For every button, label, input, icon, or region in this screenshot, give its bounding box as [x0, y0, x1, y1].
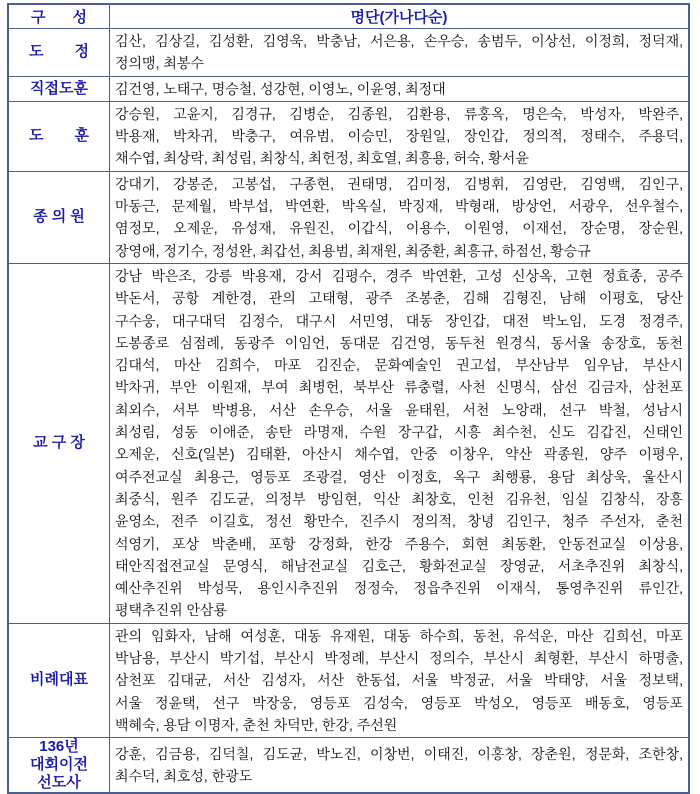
name-list-line: 구수웅, 대구대덕 김정수, 대구시 서민영, 대동 장인갑, 대전 박노임, 도경 정경주, [115, 312, 683, 329]
name-list-line: 강대기, 강봉준, 고봉섭, 구종현, 권태명, 김미정, 김병휘, 김영란, 김영백, 김인구, [115, 175, 683, 192]
category-label-line: 대회이전 [30, 756, 88, 774]
table-row [8, 29, 689, 77]
name-list [110, 171, 690, 263]
name-list-line: 박남용, 부산시 박기섭, 부산시 박정례, 부산시 정의수, 부산시 최형환, 부산시 하명출, [115, 650, 683, 667]
category-label-line: 136년 [39, 738, 79, 756]
name-list [110, 738, 690, 794]
category-label-char: 정 [74, 43, 89, 61]
name-list-line: 서울 정윤택, 선구 박장웅, 영등포 김성숙, 영등포 박성오, 영등포 배동호, 영등포 [115, 694, 683, 711]
name-list [110, 101, 690, 171]
name-list-line: 염정모, 오제운, 유성재, 유원진, 이갑식, 이용수, 이원영, 이재선, 장순명, 장순원, [115, 220, 683, 237]
name-list-line: 김건영, 노태구, 명승철, 성강현, 이영노, 이윤영, 최정대 [115, 80, 446, 97]
name-list-line: 강남 박은조, 강릉 박용재, 강서 김평수, 경주 박연환, 고성 신상옥, 고현 정효종, 공주 [115, 267, 683, 284]
name-list-line: 김산, 김상길, 김성환, 김영욱, 박충남, 서은용, 손우승, 송범두, 이상선, 이정희, 정덕재, [115, 33, 683, 49]
table-row [8, 171, 689, 263]
header-composition-char: 성 [72, 9, 87, 26]
name-list-line: 윤영소, 전주 이길호, 정선 황만수, 진주시 정의적, 창녕 김인구, 청주 주선자, 춘천 [115, 513, 683, 530]
name-list-line: 여주전교실 최용근, 영등포 조광걸, 영산 이정호, 옥구 최행룡, 용담 최상욱, 울산시 [115, 468, 683, 485]
name-list-line: 평택추진위 안삼룡 [115, 602, 228, 619]
category-label-char: 도 [29, 43, 44, 61]
category-label [8, 738, 110, 794]
name-list-line: 채수엽, 최상락, 최성림, 최창식, 최헌정, 최호열, 최흥용, 허숙, 황서윤 [115, 150, 529, 167]
name-list-line: 예산추진위 박성묵, 용인시추진위 정정숙, 정읍추진위 이재식, 통영추진위 류인간, [115, 580, 683, 597]
name-list-line: 박돈서, 공항 계한경, 관의 고태형, 광주 조봉춘, 김해 김형진, 남해 이평호, 당산 [115, 290, 683, 307]
name-list-line: 도봉종로 심점례, 동광주 이임언, 동대문 김건영, 동두천 원경식, 동서울 송장호, 동천 [115, 334, 683, 351]
name-list [110, 76, 690, 101]
category-label: 교 구 장 [8, 263, 110, 623]
table-row [8, 101, 689, 171]
name-list-line: 장영애, 정기수, 정성완, 최갑선, 최용범, 최재원, 최중환, 최흥규, 하점선, 황승규 [115, 242, 591, 259]
name-list-line: 삼천포 김대균, 서산 김성자, 서산 한동섭, 서울 박정균, 서울 박태양, 서울 정보택, [115, 672, 683, 689]
category-label: 직접도훈 [8, 76, 110, 101]
name-list-line: 박차귀, 부안 이원재, 부여 최병헌, 북부산 류충렬, 사천 신명식, 삼선 김금자, 삼천포 [115, 379, 683, 396]
category-label [8, 101, 110, 171]
name-list-line: 박용재, 박차귀, 박충구, 여유범, 이승민, 장원일, 장인갑, 정의적, 정태수, 주용덕, [115, 128, 683, 145]
name-list-line: 최수덕, 최호성, 한광도 [115, 768, 253, 785]
name-list-line: 김대석, 마산 김희수, 마포 김진순, 문화예술인 권고섭, 부산남부 임우남, 부산시 [115, 357, 683, 374]
name-list-line: 강훈, 김금용, 김덕칠, 김도균, 박노진, 이창번, 이태진, 이홍창, 장춘원, 정문화, 조한창, [115, 745, 683, 762]
category-label-line: 선도사 [37, 774, 81, 792]
table-row [8, 738, 689, 794]
name-list-line: 정의맹, 최봉수 [115, 55, 204, 72]
category-label: 비례대표 [8, 623, 110, 737]
name-list [110, 29, 690, 77]
name-list-line: 관의 임화자, 남해 여성훈, 대동 유재원, 대동 하수희, 동천, 유석운, 마산 김희선, 마포 [115, 627, 683, 644]
category-label-char: 훈 [74, 127, 89, 145]
category-label: 종 의 원 [8, 171, 110, 263]
table-row [8, 76, 689, 101]
name-list-line: 강승원, 고윤지, 김경규, 김병순, 김종원, 김환용, 류홍옥, 명은숙, 박성자, 박완주, [115, 105, 683, 122]
table-row [8, 263, 689, 623]
table-row [8, 623, 689, 737]
roster-table [7, 3, 690, 794]
name-list-line: 석영기, 포상 박춘배, 포항 강정화, 한강 주용수, 회현 최동환, 안동전교실 이상용, [115, 535, 683, 552]
name-list [110, 623, 690, 737]
name-list-line: 최중식, 원주 김도균, 의정부 방임현, 익산 최창호, 인천 김유천, 임실 김창식, 장흥 [115, 490, 683, 507]
name-list-line: 오제운, 신호(일본) 김태환, 아산시 채수엽, 안중 이창우, 약산 곽종원, 양주 이평우, [115, 446, 683, 463]
header-row [8, 4, 689, 29]
name-list [110, 263, 690, 623]
header-roster: 명단(가나다순) [110, 4, 690, 29]
name-list-line: 최외수, 서부 박병용, 서산 손우승, 서울 윤태원, 서천 노앙래, 선구 박철, 성남시 [115, 401, 683, 418]
name-list-line: 태안직접전교실 문영식, 해남전교실 김호근, 황화전교실 장영균, 서초추진위 최창식, [115, 557, 683, 574]
name-list-line: 백혜숙, 용담 이명자, 춘천 차덕만, 한강, 주선원 [115, 716, 398, 733]
header-composition [8, 4, 110, 29]
category-label-char: 도 [29, 127, 44, 145]
name-list-line: 마동근, 문제월, 박부섭, 박연환, 박옥실, 박징재, 박형래, 방상언, 서광우, 선우철수, [115, 198, 683, 215]
category-label [8, 29, 110, 77]
name-list-line: 최성림, 성동 이애준, 송탄 라명재, 수원 장구갑, 시흥 최수천, 신도 김갑진, 신태인 [115, 424, 683, 441]
header-composition-char: 구 [31, 9, 46, 26]
